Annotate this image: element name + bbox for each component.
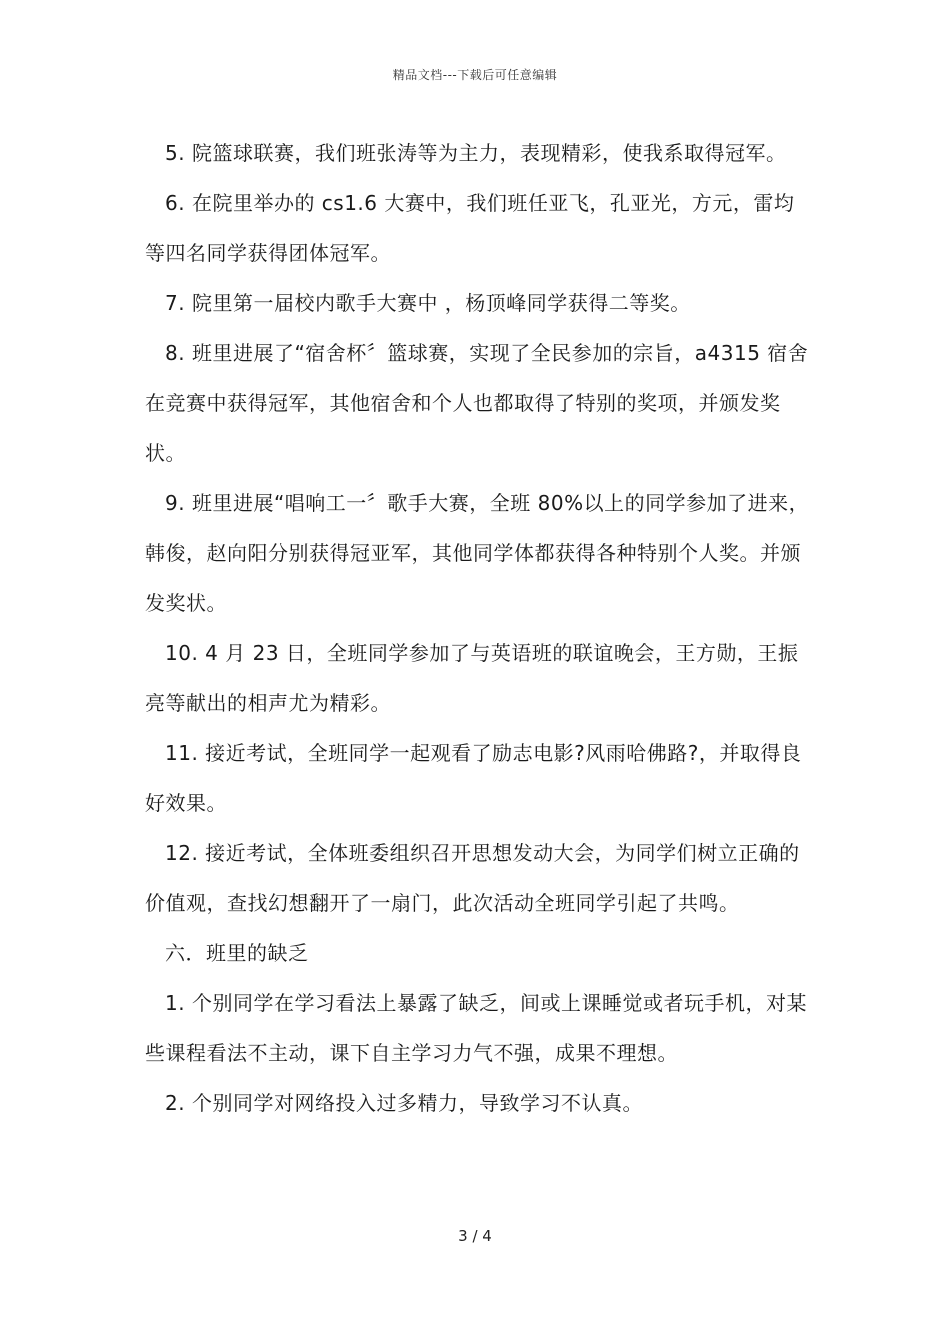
paragraph-item-6: 6. 在院里举办的 cs1.6 大赛中，我们班任亚飞，孔亚光，方元，雷均等四名同学获得团体冠军。 (145, 191, 795, 265)
paragraph-item-8: 8. 班里进展了“宿舍杯〞篮球赛，实现了全民参加的宗旨，a4315 宿舍在竞赛中获得冠军，其他宿舍和个人也都取得了特别的奖项，并颁发奖状。 (145, 341, 809, 465)
shortcoming-item-2: 2. 个别同学对网络投入过多精力，导致学习不认真。 (165, 1091, 643, 1115)
page-header: 精品文档---下载后可任意编辑 (392, 68, 558, 82)
shortcoming-item-1: 1. 个别同学在学习看法上暴露了缺乏，间或上课睡觉或者玩手机，对某些课程看法不主动，课下自主学习力气不强，成果不理想。 (145, 991, 807, 1065)
section-heading: 六．班里的缺乏 (165, 941, 309, 965)
paragraph-item-11: 11. 接近考试，全班同学一起观看了励志电影?风雨哈佛路?，并取得良好效果。 (145, 741, 802, 815)
page-number: 3 / 4 (458, 1227, 492, 1245)
paragraph-item-7: 7. 院里第一届校内歌手大赛中 ，杨顶峰同学获得二等奖。 (165, 291, 691, 315)
paragraph-item-12: 12. 接近考试，全体班委组织召开思想发动大会，为同学们树立正确的价值观，查找幻想翻开了一扇门，此次活动全班同学引起了共鸣。 (145, 841, 800, 915)
document-body (145, 128, 810, 1128)
paragraph-item-5: 5. 院篮球联赛，我们班张涛等为主力，表现精彩，使我系取得冠军。 (165, 141, 787, 165)
paragraph-item-10: 10. 4 月 23 日，全班同学参加了与英语班的联谊晚会，王方勋，王振亮等献出的相声尤为精彩。 (145, 641, 799, 715)
paragraph-item-9: 9. 班里进展“唱响工一〞歌手大赛，全班 80%以上的同学参加了进来，韩俊，赵向阳分别获得冠亚军，其他同学体都获得各种特别个人奖。并颁发奖状。 (145, 491, 810, 615)
